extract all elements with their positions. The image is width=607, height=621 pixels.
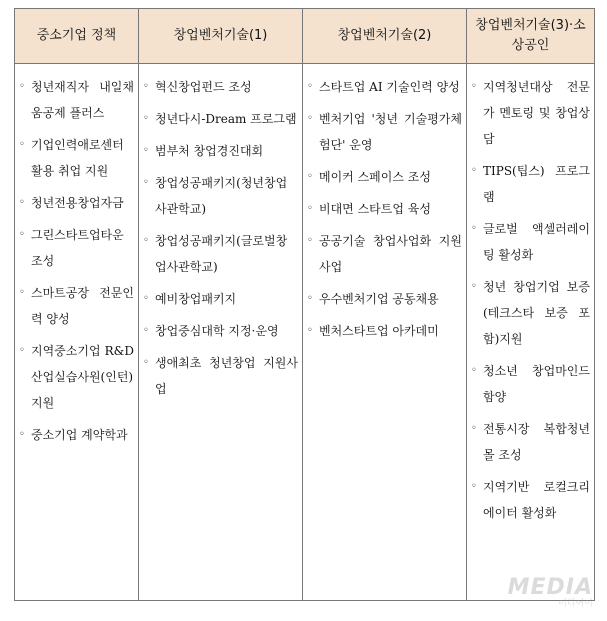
policy-item-text: 공공기술 창업사업화 지원사업 — [319, 234, 462, 274]
policy-item-text: 메이커 스페이스 조성 — [319, 170, 431, 184]
policy-item — [141, 170, 298, 222]
bullet-icon: ◦ — [143, 357, 149, 368]
policy-table — [14, 8, 595, 601]
policy-item — [305, 74, 462, 100]
bullet-icon: ◦ — [143, 145, 149, 156]
policy-item — [17, 132, 134, 184]
policy-item — [469, 274, 590, 352]
policy-item — [141, 138, 298, 164]
bullet-icon: ◦ — [19, 287, 25, 298]
bullet-icon: ◦ — [19, 229, 25, 240]
policy-item — [141, 286, 298, 312]
policy-item — [305, 196, 462, 222]
bullet-icon: ◦ — [143, 81, 149, 92]
bullet-icon: ◦ — [471, 223, 477, 234]
bullet-icon: ◦ — [143, 235, 149, 246]
bullet-icon: ◦ — [307, 81, 313, 92]
policy-item-text: 우수벤처기업 공동채용 — [319, 292, 439, 306]
policy-item-text: 청소년 창업마인드 함양 — [483, 364, 590, 404]
header-cell: 창업벤처기술(2) — [303, 9, 467, 64]
column-cell — [139, 64, 303, 601]
bullet-icon: ◦ — [143, 177, 149, 188]
bullet-icon: ◦ — [143, 293, 149, 304]
policy-item — [469, 474, 590, 526]
policy-item — [141, 228, 298, 280]
item-list — [141, 74, 298, 402]
policy-item-text: 혁신창업펀드 조성 — [155, 80, 252, 94]
policy-item-text: 창업성공패키지(글로벌창업사관학교) — [155, 234, 288, 274]
bullet-icon: ◦ — [471, 365, 477, 376]
policy-item — [17, 422, 134, 448]
policy-item — [305, 286, 462, 312]
bullet-icon: ◦ — [471, 481, 477, 492]
column-cell — [15, 64, 139, 601]
policy-item — [305, 164, 462, 190]
policy-item-text: 창업성공패키지(청년창업사관학교) — [155, 176, 288, 216]
policy-item — [141, 74, 298, 100]
policy-item-text: TIPS(팁스) 프로그램 — [483, 164, 590, 204]
policy-item — [469, 216, 590, 268]
policy-item — [469, 158, 590, 210]
policy-item-text: 청년재직자 내일채움공제 플러스 — [31, 80, 134, 120]
item-list — [305, 74, 462, 344]
bullet-icon: ◦ — [307, 293, 313, 304]
bullet-icon: ◦ — [307, 235, 313, 246]
policy-item-text: 지역기반 로컬크리에이터 활성화 — [483, 480, 590, 520]
watermark-text: MEDIA — [507, 575, 593, 600]
bullet-icon: ◦ — [19, 197, 25, 208]
policy-item-text: 범부처 창업경진대회 — [155, 144, 264, 158]
bullet-icon: ◦ — [19, 429, 25, 440]
policy-item — [141, 350, 298, 402]
policy-item — [469, 74, 590, 152]
policy-item — [17, 280, 134, 332]
policy-item-text: 창업중심대학 지정·운영 — [155, 324, 279, 338]
watermark-subtext: 미디어이 — [558, 599, 593, 609]
policy-item-text: 스타트업 AI 기술인력 양성 — [319, 80, 460, 94]
policy-item — [141, 106, 298, 132]
policy-item-text: 청년 창업기업 보증(테크스타 보증 포함)지원 — [483, 280, 590, 346]
policy-item-text: 청년다시-Dream 프로그램 — [155, 112, 297, 126]
policy-item-text: 지역청년대상 전문가 멘토링 및 창업상담 — [483, 80, 590, 146]
header-row — [15, 9, 595, 64]
header-cell: 창업벤처기술(1) — [139, 9, 303, 64]
policy-item-text: 청년전용창업자금 — [31, 196, 124, 210]
policy-item-text: 기업인력애로센터 활용 취업 지원 — [31, 138, 124, 178]
policy-item — [305, 106, 462, 158]
header-cell: 창업벤처기술(3)·소상공인 — [467, 9, 595, 64]
policy-item-text: 중소기업 계약학과 — [31, 428, 128, 442]
header-cell: 중소기업 정책 — [15, 9, 139, 64]
policy-item — [469, 358, 590, 410]
policy-item-text: 벤처기업 '청년 기술평가체험단' 운영 — [319, 112, 462, 152]
bullet-icon: ◦ — [471, 165, 477, 176]
bullet-icon: ◦ — [19, 345, 25, 356]
policy-item — [141, 318, 298, 344]
bullet-icon: ◦ — [471, 423, 477, 434]
bullet-icon: ◦ — [307, 113, 313, 124]
bullet-icon: ◦ — [307, 171, 313, 182]
policy-item — [305, 318, 462, 344]
policy-item-text: 그린스타트업타운 조성 — [31, 228, 124, 268]
policy-item — [469, 416, 590, 468]
bullet-icon: ◦ — [143, 325, 149, 336]
item-list — [469, 74, 590, 526]
column-cell — [467, 64, 595, 601]
policy-item-text: 생애최초 청년창업 지원사업 — [155, 356, 298, 396]
bullet-icon: ◦ — [307, 325, 313, 336]
bullet-icon: ◦ — [19, 81, 25, 92]
policy-item — [17, 222, 134, 274]
bullet-icon: ◦ — [471, 81, 477, 92]
column-cell — [303, 64, 467, 601]
policy-item-text: 벤처스타트업 아카데미 — [319, 324, 439, 338]
policy-item-text: 스마트공장 전문인력 양성 — [31, 286, 134, 326]
policy-item — [305, 228, 462, 280]
item-list — [17, 74, 134, 448]
body-row — [15, 64, 595, 601]
policy-item-text: 예비창업패키지 — [155, 292, 237, 306]
policy-item — [17, 338, 134, 416]
bullet-icon: ◦ — [143, 113, 149, 124]
policy-item-text: 지역중소기업 R&D 산업실습사원(인턴)지원 — [31, 344, 134, 410]
policy-item-text: 전통시장 복합청년몰 조성 — [483, 422, 590, 462]
policy-item-text: 글로벌 액셀러레이팅 활성화 — [483, 222, 590, 262]
bullet-icon: ◦ — [307, 203, 313, 214]
policy-item — [17, 74, 134, 126]
bullet-icon: ◦ — [471, 281, 477, 292]
policy-item-text: 비대면 스타트업 육성 — [319, 202, 431, 216]
policy-item — [17, 190, 134, 216]
bullet-icon: ◦ — [19, 139, 25, 150]
